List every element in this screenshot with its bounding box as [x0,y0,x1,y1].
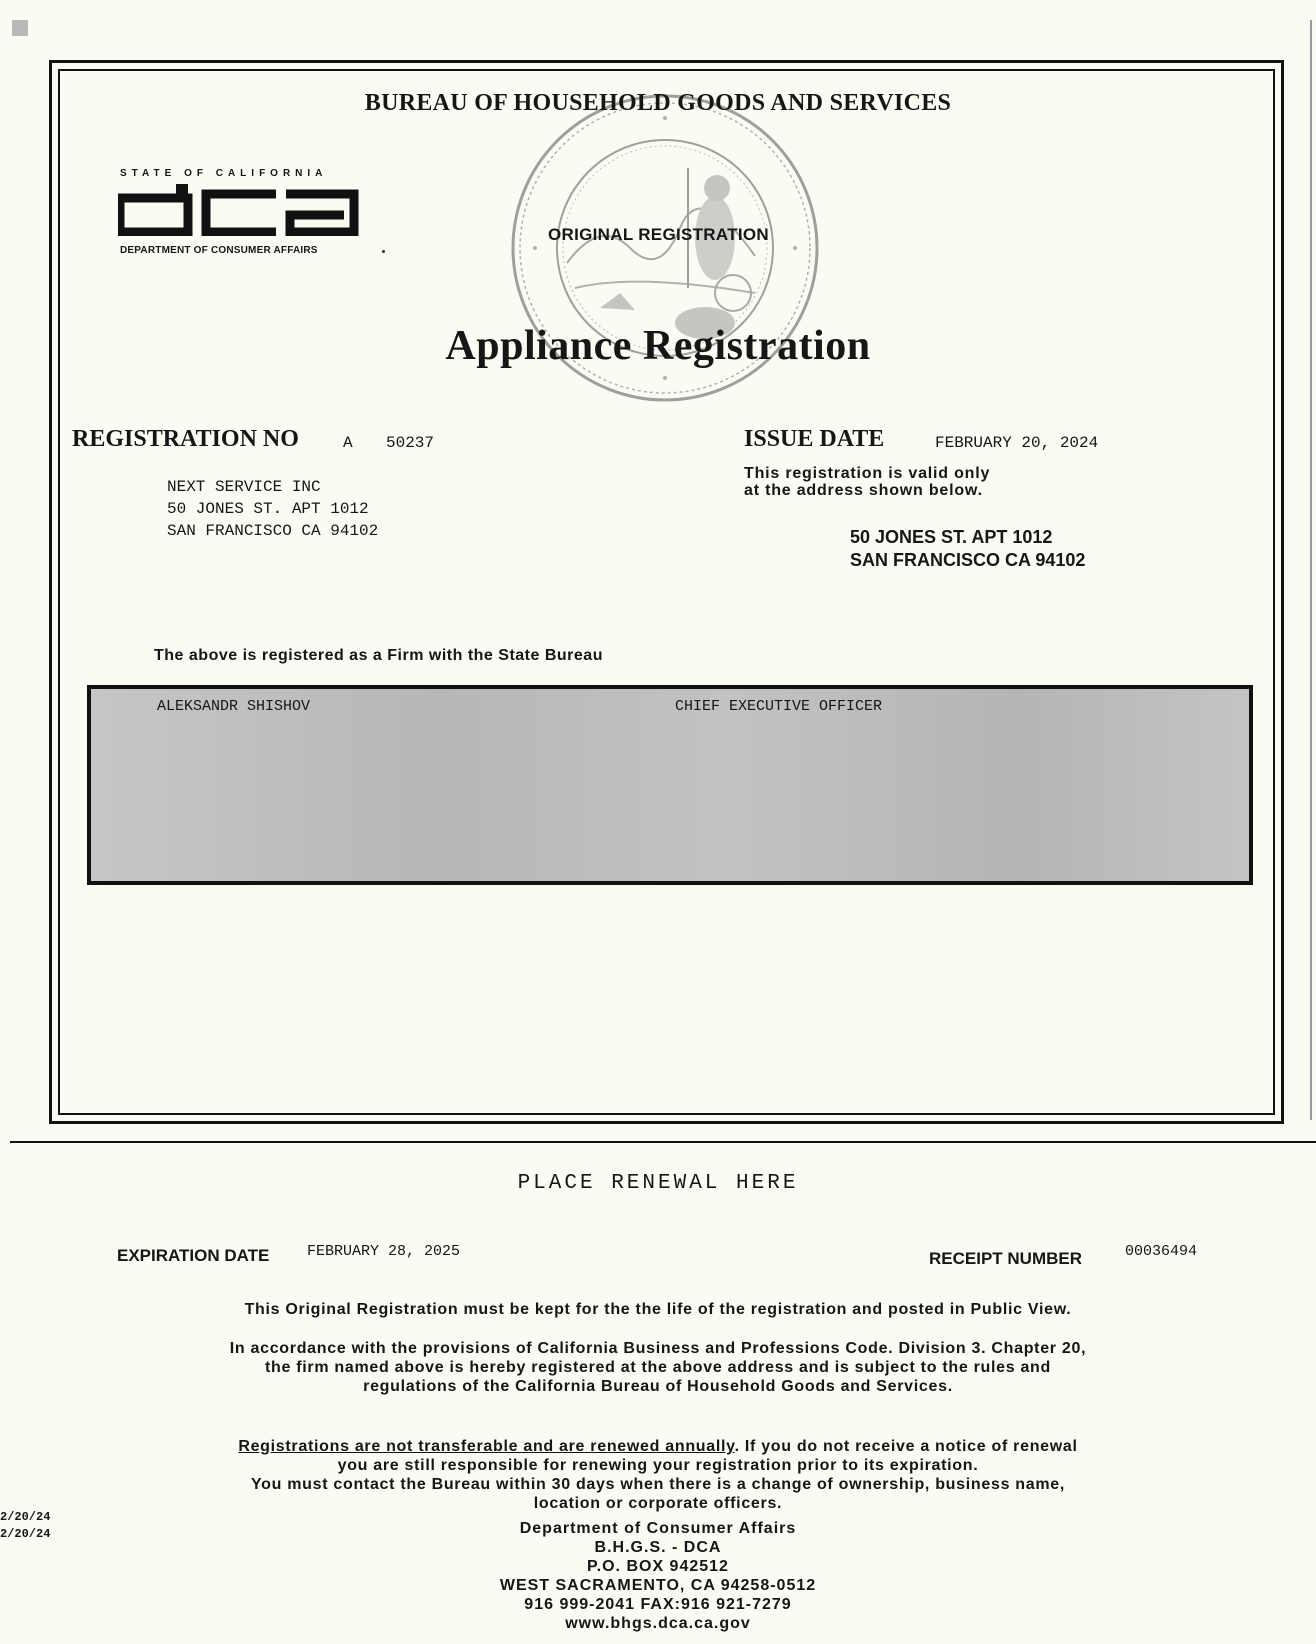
side-date-1: 2/20/24 [0,1510,51,1524]
scan-edge [1310,20,1316,1120]
provisions-line2: the firm named above is hereby registered at the above address and is subject to the rules and [264,1359,1052,1376]
scan-dot [382,250,385,253]
side-date-2: 2/20/24 [0,1527,51,1541]
contact-city: WEST SACRAMENTO, CA 94258-0512 [499,1577,817,1594]
contact-phone: 916 999-2041 FAX:916 921-7279 [524,1596,792,1613]
contact-block [0,1519,1316,1633]
dca-logo [118,184,360,236]
validity-note-line2: at the address shown below. [744,482,983,499]
contact-division: B.H.G.S. - DCA [594,1539,722,1556]
transfer-notice [150,1437,1166,1513]
issue-date-label: ISSUE DATE [744,426,885,452]
original-registration-stamp: ORIGINAL REGISTRATION [548,225,770,244]
bureau-name: BUREAU OF HOUSEHOLD GOODS AND SERVICES [364,90,952,116]
contact-website: www.bhgs.dca.ca.gov [565,1615,751,1632]
receipt-label: RECEIPT NUMBER [929,1249,1083,1268]
page-title: Appliance Registration [445,323,871,369]
firm-address-line2: SAN FRANCISCO CA 94102 [167,522,379,540]
validity-note-line1: This registration is valid only [744,465,991,482]
logo-state-line: STATE OF CALIFORNIA [120,168,328,179]
firm-address-line1: 50 JONES ST. APT 1012 [167,500,369,518]
firm-registration-note: The above is registered as a Firm with the State Bureau [154,647,603,664]
scan-corner-mark [12,20,28,36]
valid-address-line2: SAN FRANCISCO CA 94102 [850,550,1086,570]
provisions-notice [150,1339,1166,1396]
renewal-heading: PLACE RENEWAL HERE [517,1172,799,1195]
officer-title: CHIEF EXECUTIVE OFFICER [675,698,883,715]
posting-notice: This Original Registration must be kept for the the life of the registration and posted in Public View. [244,1301,1072,1318]
officer-box [87,685,1253,885]
transfer-line1 [150,1437,1166,1456]
contact-department: Department of Consumer Affairs [519,1520,797,1537]
logo-department: DEPARTMENT OF CONSUMER AFFAIRS [120,245,318,256]
transfer-underlined: Registrations are not transferable and are renewed annually [238,1438,735,1455]
expiration-date: FEBRUARY 28, 2025 [307,1243,461,1260]
firm-name: NEXT SERVICE INC [167,478,321,496]
renewal-divider [10,1141,1316,1143]
registration-label: REGISTRATION NO [72,426,299,452]
provisions-line1: In accordance with the provisions of California Business and Professions Code. Division 3. Chapter 20, [229,1340,1087,1357]
transfer-line2: you are still responsible for renewing your registration prior to its expiration. [337,1457,979,1474]
receipt-number: 00036494 [1125,1243,1198,1260]
registration-number: 50237 [386,434,435,452]
validity-note [744,465,990,499]
transfer-line3: You must contact the Bureau within 30 days when there is a change of ownership, business name, [250,1476,1066,1493]
transfer-rest: . If you do not receive a notice of renewal [734,1438,1078,1455]
expiration-label: EXPIRATION DATE [117,1246,270,1265]
officer-name: ALEKSANDR SHISHOV [157,698,311,715]
transfer-line4: location or corporate officers. [533,1495,783,1512]
contact-po-box: P.O. BOX 942512 [587,1558,729,1575]
valid-address-line1: 50 JONES ST. APT 1012 [850,527,1053,547]
issue-date-value: FEBRUARY 20, 2024 [935,434,1099,452]
provisions-line3: regulations of the California Bureau of Household Goods and Services. [363,1378,953,1395]
registration-prefix: A [343,434,353,452]
